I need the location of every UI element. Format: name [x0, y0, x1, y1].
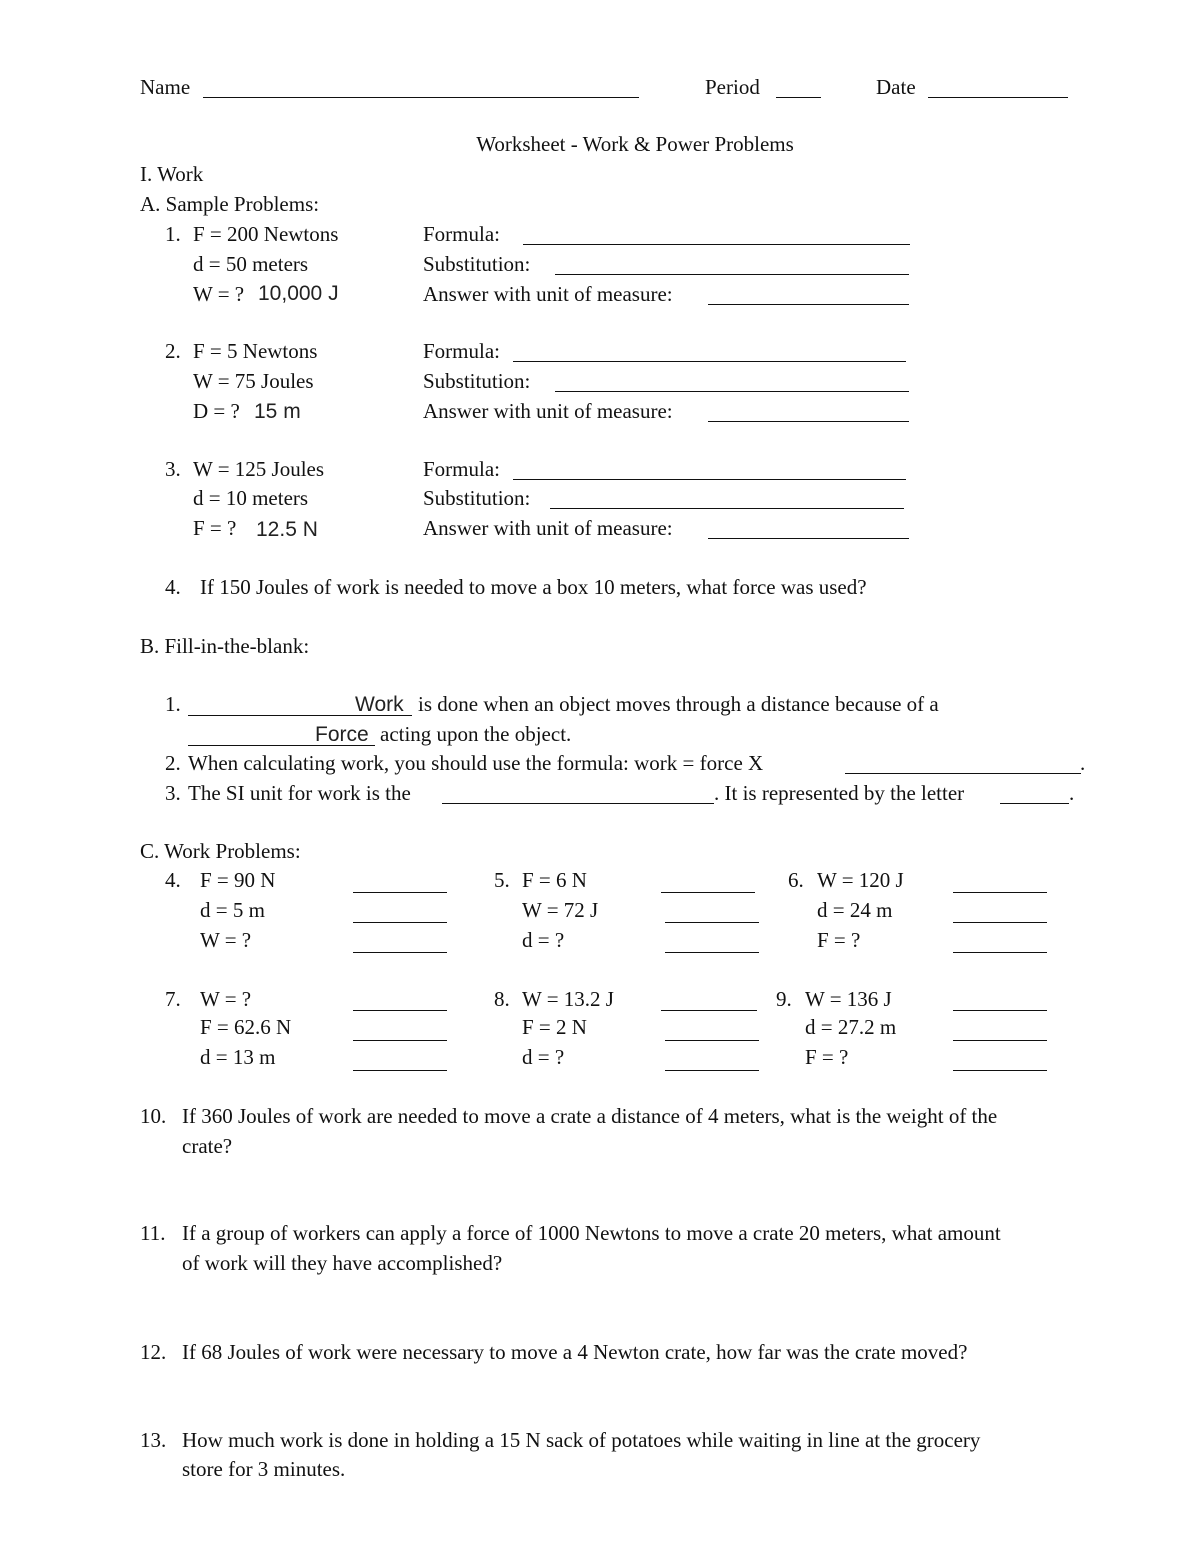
name-blank[interactable]	[203, 97, 639, 98]
answer-blank[interactable]	[953, 1040, 1047, 1041]
question-text: store for 3 minutes.	[182, 1457, 346, 1481]
formula-label: Formula:	[423, 457, 500, 481]
answer-blank[interactable]	[661, 1010, 757, 1011]
problem-number: 5.	[494, 868, 510, 892]
given-value: F = 62.6 N	[200, 1015, 292, 1039]
question-text: crate?	[182, 1134, 233, 1158]
answer-blank[interactable]	[953, 1010, 1047, 1011]
work-problems-heading: C. Work Problems:	[140, 839, 301, 863]
given-value: F = 200 Newtons	[193, 222, 339, 246]
answer-blank[interactable]	[665, 1070, 759, 1071]
formula-blank[interactable]	[523, 244, 910, 245]
fill-item-number: 1.	[165, 692, 181, 716]
sample-problem-number: 1.	[165, 222, 181, 246]
answer-blank[interactable]	[353, 1070, 447, 1071]
question-number: 12.	[140, 1340, 167, 1364]
name-label: Name	[140, 75, 191, 99]
unknown-value: d = ?	[522, 1045, 565, 1069]
unknown-value: W = ?	[200, 987, 252, 1011]
problem-number: 7.	[165, 987, 181, 1011]
given-value: d = 10 meters	[193, 486, 309, 510]
question-number: 13.	[140, 1428, 167, 1452]
date-label: Date	[876, 75, 916, 99]
answer-blank[interactable]	[953, 892, 1047, 893]
given-value: d = 50 meters	[193, 252, 309, 276]
question-text: How much work is done in holding a 15 N sack of potatoes while waiting in line at the grocery	[182, 1428, 981, 1452]
answer-blank[interactable]	[353, 922, 447, 923]
answer-blank[interactable]	[665, 1040, 759, 1041]
given-value: W = 13.2 J	[522, 987, 614, 1011]
handwritten-answer: 10,000 J	[258, 282, 339, 305]
answer-blank[interactable]	[661, 892, 755, 893]
unknown-value: d = ?	[522, 928, 565, 952]
question-text: of work will they have accomplished?	[182, 1251, 503, 1275]
period-label: Period	[705, 75, 760, 99]
given-value: W = 136 J	[805, 987, 892, 1011]
answer-blank[interactable]	[353, 1010, 447, 1011]
answer-blank[interactable]	[953, 1070, 1047, 1071]
unknown-value: F = ?	[817, 928, 861, 952]
answer-blank[interactable]	[953, 952, 1047, 953]
answer-label: Answer with unit of measure:	[423, 516, 673, 540]
answer-blank[interactable]	[353, 952, 447, 953]
substitution-blank[interactable]	[555, 274, 909, 275]
answer-label: Answer with unit of measure:	[423, 399, 673, 423]
fill-item-text: is done when an object moves through a distance because of a	[418, 692, 939, 716]
substitution-label: Substitution:	[423, 252, 531, 276]
period-blank[interactable]	[776, 97, 821, 98]
given-value: d = 24 m	[817, 898, 893, 922]
substitution-blank[interactable]	[555, 391, 909, 392]
formula-blank[interactable]	[513, 479, 906, 480]
problem-number: 9.	[776, 987, 792, 1011]
unknown-value: D = ?	[193, 399, 240, 423]
problem-number: 8.	[494, 987, 510, 1011]
answer-label: Answer with unit of measure:	[423, 282, 673, 306]
sample-problem-number: 3.	[165, 457, 181, 481]
worksheet-title: Worksheet - Work & Power Problems	[476, 132, 794, 156]
punctuation: .	[1069, 781, 1075, 805]
question-text: If a group of workers can apply a force of 1000 Newtons to move a crate 20 meters, what amount	[182, 1221, 1001, 1245]
answer-blank[interactable]	[665, 952, 759, 953]
fill-in-blank-heading: B. Fill-in-the-blank:	[140, 634, 310, 658]
fill-blank[interactable]	[1000, 803, 1069, 804]
fill-item-text: The SI unit for work is the	[188, 781, 411, 805]
punctuation: .	[1080, 751, 1086, 775]
given-value: F = 5 Newtons	[193, 339, 318, 363]
answer-blank[interactable]	[353, 1040, 447, 1041]
given-value: W = 120 J	[817, 868, 904, 892]
given-value: F = 6 N	[522, 868, 587, 892]
answer-blank[interactable]	[353, 892, 447, 893]
question-number: 4.	[165, 575, 181, 599]
question-text: If 68 Joules of work were necessary to move a 4 Newton crate, how far was the crate moved?	[182, 1340, 968, 1364]
answer-blank[interactable]	[708, 304, 909, 305]
given-value: d = 13 m	[200, 1045, 276, 1069]
fill-item-number: 2.	[165, 751, 181, 775]
problem-number: 6.	[788, 868, 804, 892]
formula-blank[interactable]	[513, 361, 906, 362]
problem-number: 4.	[165, 868, 181, 892]
formula-label: Formula:	[423, 222, 500, 246]
fill-item-text: When calculating work, you should use the formula: work = force X	[188, 751, 764, 775]
given-value: d = 27.2 m	[805, 1015, 897, 1039]
handwritten-answer: Work	[355, 693, 404, 716]
fill-item-number: 3.	[165, 781, 181, 805]
handwritten-answer: 15 m	[254, 400, 301, 423]
given-value: d = 5 m	[200, 898, 265, 922]
substitution-label: Substitution:	[423, 486, 531, 510]
given-value: F = 2 N	[522, 1015, 587, 1039]
fill-item-text: . It is represented by the letter	[714, 781, 965, 805]
question-text: If 150 Joules of work is needed to move a box 10 meters, what force was used?	[200, 575, 867, 599]
fill-blank[interactable]	[845, 773, 1081, 774]
question-text: If 360 Joules of work are needed to move a crate a distance of 4 meters, what is the weight of the	[182, 1104, 998, 1128]
answer-blank[interactable]	[708, 538, 909, 539]
answer-blank[interactable]	[953, 922, 1047, 923]
answer-blank[interactable]	[665, 922, 759, 923]
fill-item-text: acting upon the object.	[380, 722, 572, 746]
given-value: F = 90 N	[200, 868, 276, 892]
question-number: 11.	[140, 1221, 166, 1245]
handwritten-answer: Force	[315, 723, 369, 746]
substitution-blank[interactable]	[550, 508, 904, 509]
section-work-heading: I. Work	[140, 162, 204, 186]
handwritten-answer: 12.5 N	[256, 518, 318, 541]
date-blank[interactable]	[928, 97, 1068, 98]
unknown-value: F = ?	[193, 516, 237, 540]
unknown-value: F = ?	[805, 1045, 849, 1069]
substitution-label: Substitution:	[423, 369, 531, 393]
unknown-value: W = ?	[193, 282, 245, 306]
formula-label: Formula:	[423, 339, 500, 363]
given-value: W = 75 Joules	[193, 369, 314, 393]
sample-problems-heading: A. Sample Problems:	[140, 192, 320, 216]
question-number: 10.	[140, 1104, 167, 1128]
given-value: W = 125 Joules	[193, 457, 325, 481]
answer-blank[interactable]	[708, 421, 909, 422]
given-value: W = 72 J	[522, 898, 599, 922]
unknown-value: W = ?	[200, 928, 252, 952]
fill-blank[interactable]	[442, 803, 714, 804]
sample-problem-number: 2.	[165, 339, 181, 363]
